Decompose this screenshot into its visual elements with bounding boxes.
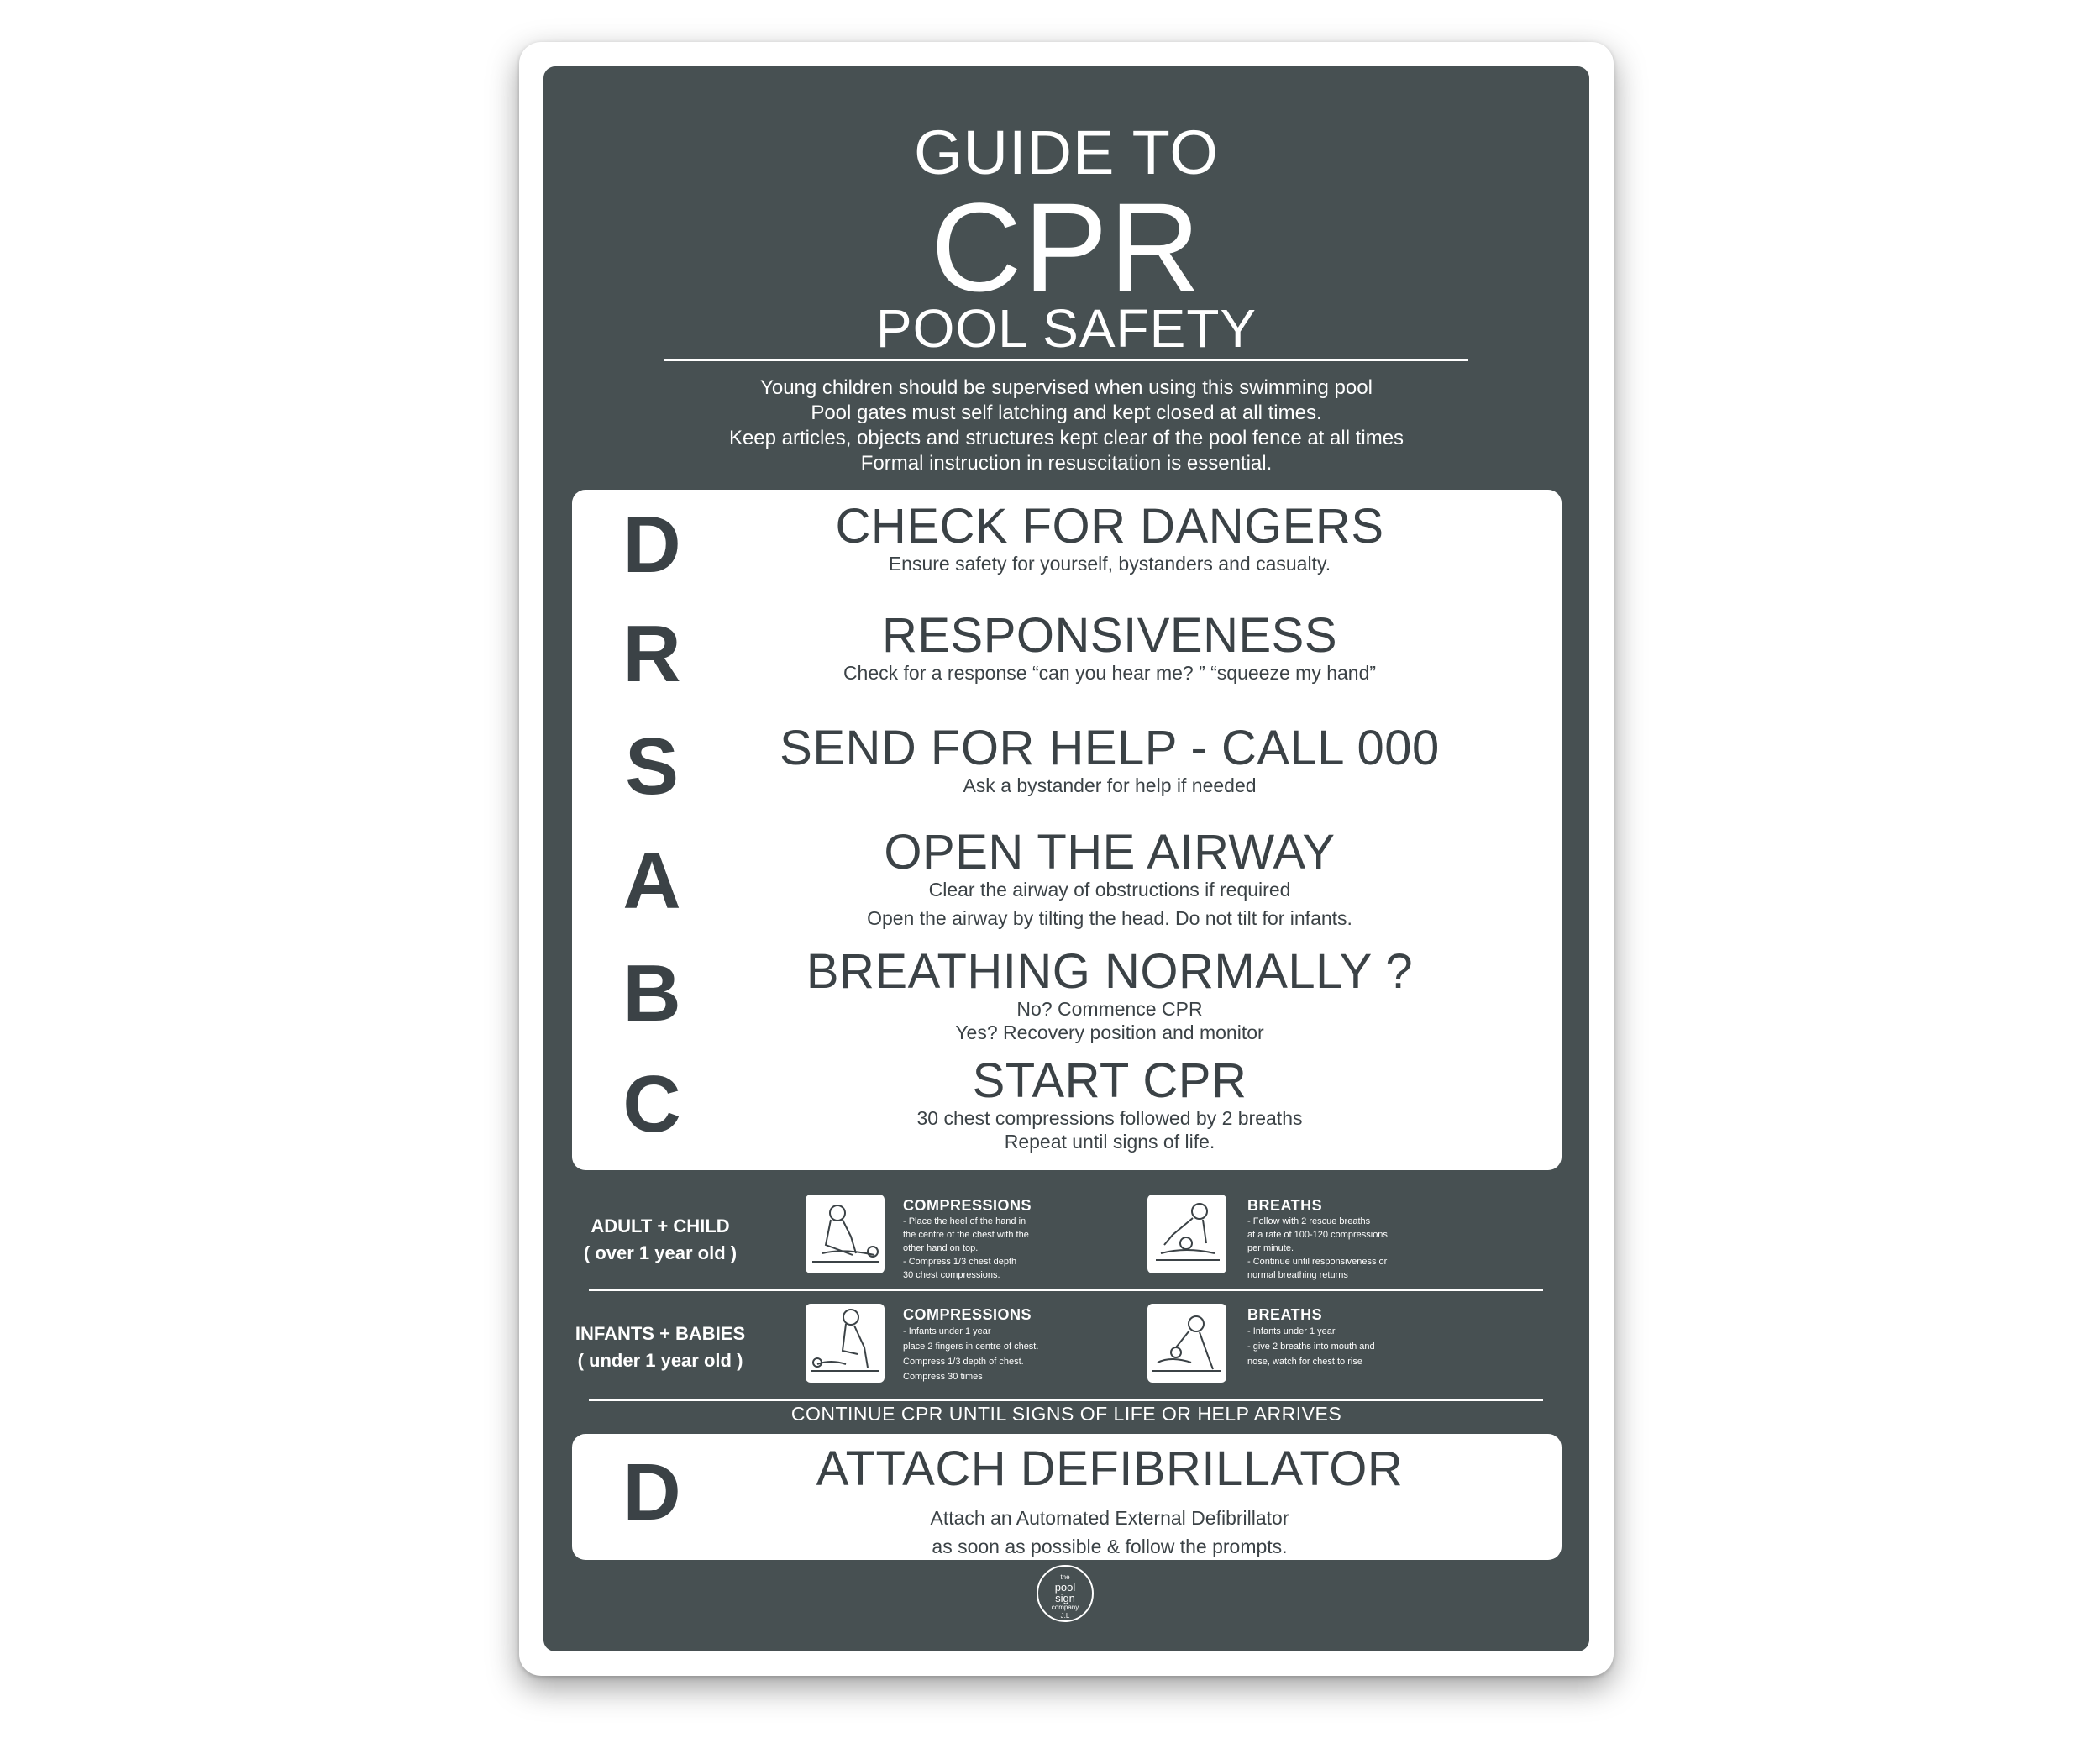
info-title: COMPRESSIONS <box>903 1306 1032 1323</box>
info-title: BREATHS <box>1247 1197 1323 1214</box>
logo-mark: J.L <box>1060 1612 1070 1620</box>
info-line: Compress 1/3 depth of chest. <box>903 1357 1024 1367</box>
info-line: - Continue until responsiveness or <box>1247 1257 1388 1267</box>
info-line: per minute. <box>1247 1243 1294 1253</box>
step-letter: S <box>624 722 680 811</box>
info-line: 30 chest compressions. <box>903 1270 1000 1280</box>
continue-cpr-text: CONTINUE CPR UNTIL SIGNS OF LIFE OR HELP ARRIVES <box>790 1403 1342 1425</box>
info-title: COMPRESSIONS <box>903 1197 1032 1214</box>
step-desc: No? Commence CPR <box>1016 998 1203 1020</box>
sign-board <box>519 42 1614 1676</box>
info-line: - Follow with 2 rescue breaths <box>1247 1216 1371 1226</box>
cpr-breath-icon <box>1147 1195 1226 1273</box>
step-letter: D <box>622 500 681 590</box>
info-line: at a rate of 100-120 compressions <box>1247 1230 1388 1240</box>
infant-breaths-illustration <box>1147 1304 1226 1383</box>
step-desc: Ask a bystander for help if needed <box>963 774 1257 796</box>
intro-line: Formal instruction in resuscitation is essential. <box>860 452 1273 475</box>
title-cpr: CPR <box>931 176 1202 318</box>
intro-line: Keep articles, objects and structures kept clear of the pool fence at all times <box>728 427 1404 449</box>
defibrillator-box <box>572 1434 1562 1560</box>
step-title: START CPR <box>972 1053 1247 1108</box>
infant-compression-icon <box>806 1304 885 1383</box>
info-line: nose, watch for chest to rise <box>1247 1357 1362 1367</box>
infant-breaths-info <box>1247 1305 1432 1369</box>
group-label <box>572 1213 748 1267</box>
step-desc: Ensure safety for yourself, bystanders and casualty. <box>888 553 1331 575</box>
step-title: RESPONSIVENESS <box>881 608 1338 663</box>
group-divider <box>589 1399 1543 1401</box>
step-desc: Clear the airway of obstructions if required <box>928 879 1291 901</box>
infant-compressions-info <box>903 1305 1088 1384</box>
step-desc: Yes? Recovery position and monitor <box>955 1021 1264 1043</box>
step-title: CHECK FOR DANGERS <box>835 499 1384 554</box>
logo-text: the <box>1060 1573 1070 1581</box>
step-letter: R <box>622 609 681 699</box>
group-label-line: INFANTS + BABIES <box>575 1323 746 1344</box>
logo-text: pool <box>1054 1581 1076 1594</box>
step-letter: B <box>622 948 681 1038</box>
intro-line: Young children should be supervised when using this swimming pool <box>760 376 1373 399</box>
info-line: - Place the heel of the hand in <box>903 1216 1026 1226</box>
info-line: - Infants under 1 year <box>1247 1326 1336 1336</box>
defib-line: Attach an Automated External Defibrillator <box>930 1507 1289 1529</box>
drsabc-steps-box <box>572 490 1562 1170</box>
step-desc: Repeat until signs of life. <box>1004 1131 1215 1153</box>
step-desc: 30 chest compressions followed by 2 breaths <box>916 1107 1303 1129</box>
pool-sign-company-logo <box>1037 1565 1094 1622</box>
info-line: the centre of the chest with the <box>903 1230 1029 1240</box>
intro-text <box>543 375 1589 476</box>
info-line: - Compress 1/3 chest depth <box>903 1257 1017 1267</box>
defib-line: as soon as possible & follow the prompts. <box>932 1536 1288 1557</box>
defib-title: ATTACH DEFIBRILLATOR <box>816 1441 1404 1496</box>
group-divider <box>589 1289 1543 1291</box>
info-line: normal breathing returns <box>1247 1270 1348 1280</box>
step-title: OPEN THE AIRWAY <box>884 825 1336 880</box>
info-line: place 2 fingers in centre of chest. <box>903 1342 1039 1352</box>
title-guide-to: GUIDE TO <box>913 118 1219 187</box>
step-desc: Check for a response “can you hear me? ” “squeeze my hand” <box>843 662 1377 684</box>
group-adult-child <box>572 1188 1562 1289</box>
info-title: BREATHS <box>1247 1306 1323 1323</box>
infant-breath-icon <box>1147 1304 1226 1383</box>
adult-compressions-illustration <box>806 1195 885 1273</box>
adult-breaths-illustration <box>1147 1195 1226 1273</box>
info-line: - Infants under 1 year <box>903 1326 991 1336</box>
sign-panel <box>543 66 1589 1651</box>
adult-compressions-info <box>903 1196 1088 1282</box>
adult-breaths-info <box>1247 1196 1432 1282</box>
step-letter: C <box>622 1059 681 1149</box>
step-letter: A <box>622 836 681 926</box>
logo-text: company <box>1051 1604 1079 1611</box>
logo-text: sign <box>1055 1592 1075 1604</box>
cpr-compression-icon <box>806 1195 885 1273</box>
group-label-line: ADULT + CHILD <box>591 1216 730 1237</box>
step-title: BREATHING NORMALLY ? <box>806 944 1414 999</box>
group-label-line: ( under 1 year old ) <box>577 1350 743 1371</box>
intro-line: Pool gates must self latching and kept closed at all times. <box>811 402 1322 424</box>
defib-letter: D <box>622 1447 681 1537</box>
group-infants-babies <box>572 1297 1562 1398</box>
header-divider <box>664 359 1468 361</box>
title-pool-safety: POOL SAFETY <box>875 298 1257 359</box>
info-line: other hand on top. <box>903 1243 979 1253</box>
info-line: - give 2 breaths into mouth and <box>1247 1342 1375 1352</box>
infant-compressions-illustration <box>806 1304 885 1383</box>
info-line: Compress 30 times <box>903 1372 983 1382</box>
group-label <box>572 1321 748 1374</box>
group-label-line: ( over 1 year old ) <box>583 1242 738 1263</box>
step-desc: Open the airway by tilting the head. Do not tilt for infants. <box>867 907 1352 929</box>
step-title: SEND FOR HELP - CALL 000 <box>780 721 1440 775</box>
